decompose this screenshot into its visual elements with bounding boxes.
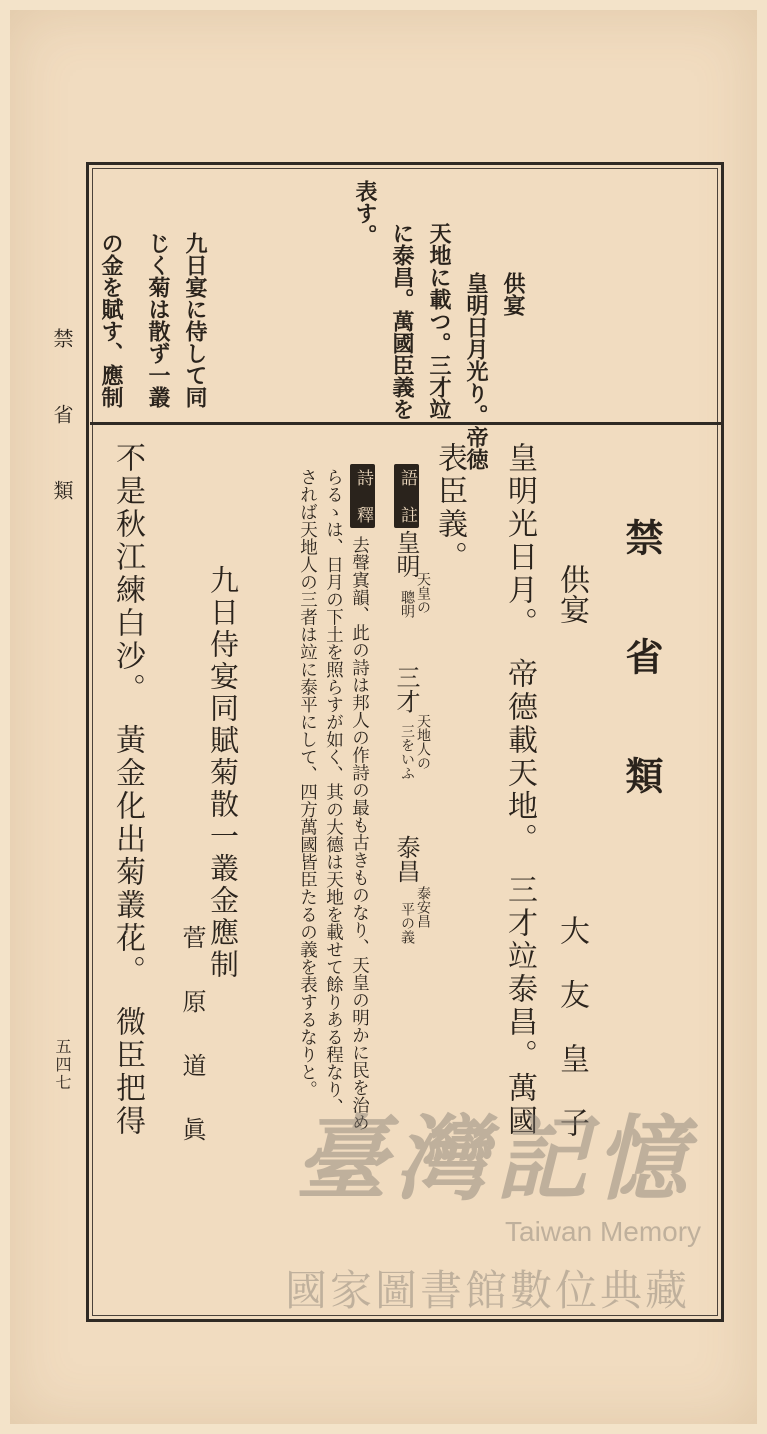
watermark-library-name: 國家圖書館數位典藏: [285, 1267, 691, 1314]
watermark-logo-text: 臺灣記憶: [295, 1105, 696, 1213]
poem1-author: 大 友 皇 子: [554, 915, 589, 1139]
gloss-note-3a: 泰安昌: [415, 886, 431, 928]
gloss-note-2b: 三をいふ: [399, 724, 415, 780]
top-col-7: じく菊は散ず一叢: [145, 232, 171, 408]
book-page: [10, 10, 757, 1424]
poem2-author: 菅 原 道 眞: [178, 925, 206, 1149]
commentary-line-1: 去聲寘韻、此の詩は邦人の作詩の最も古きものなり、天皇の明かに民を治め: [349, 536, 370, 1131]
gloss-note-1a: 天皇の: [415, 572, 431, 614]
gloss-tag: 語 註: [394, 464, 419, 528]
commentary-line-2: らるゝは、日月の下土を照らすが如く、其の大德は天地を載せて餘りある程なり、: [323, 468, 344, 1116]
gloss-term-3: 泰昌: [392, 835, 420, 883]
top-col-4: に泰昌。萬國臣義を: [389, 222, 415, 420]
gloss-note-3b: 平の義: [399, 902, 415, 944]
gloss-note-1b: 聰明: [399, 590, 415, 618]
top-col-2: 皇明日月光り。帝徳: [463, 272, 489, 470]
gloss-note-2a: 天地人の: [415, 714, 431, 770]
gloss-term-2: 三才: [392, 665, 420, 713]
poem1-title: 供宴: [554, 564, 589, 624]
top-col-5: 表す。: [352, 180, 378, 246]
section-title: 禁 省 類: [619, 518, 664, 812]
page-number: 五四七: [53, 1038, 72, 1092]
poem1-line-1: 皇明光日月。 帝德載天地。 三才竝泰昌。萬國: [502, 442, 537, 1138]
top-col-1: 供宴: [500, 272, 526, 316]
commentary-tag: 詩 釋: [350, 464, 375, 528]
panel-divider: [90, 422, 722, 425]
running-header: 禁 省 類: [50, 328, 74, 518]
top-col-3: 天地に載つ。三才竝: [426, 222, 452, 420]
watermark-english: Taiwan Memory: [505, 1216, 702, 1247]
gloss-term-1: 皇明: [392, 530, 420, 578]
poem2-title: 九日侍宴同賦菊散一叢金應制: [206, 565, 240, 981]
top-col-6: 九日宴に侍して同: [182, 232, 208, 408]
top-col-8: の金を賦す、應制: [98, 232, 124, 408]
poem1-line-2: 表臣義。: [432, 442, 467, 574]
poem2-line-1: 不是秋江練白沙。 黃金化出菊叢花。 微臣把得: [110, 442, 145, 1138]
commentary-line-3: されば天地人の三者は竝に泰平にして、四方萬國皆臣たるの義を表するなりと。: [297, 468, 318, 1098]
